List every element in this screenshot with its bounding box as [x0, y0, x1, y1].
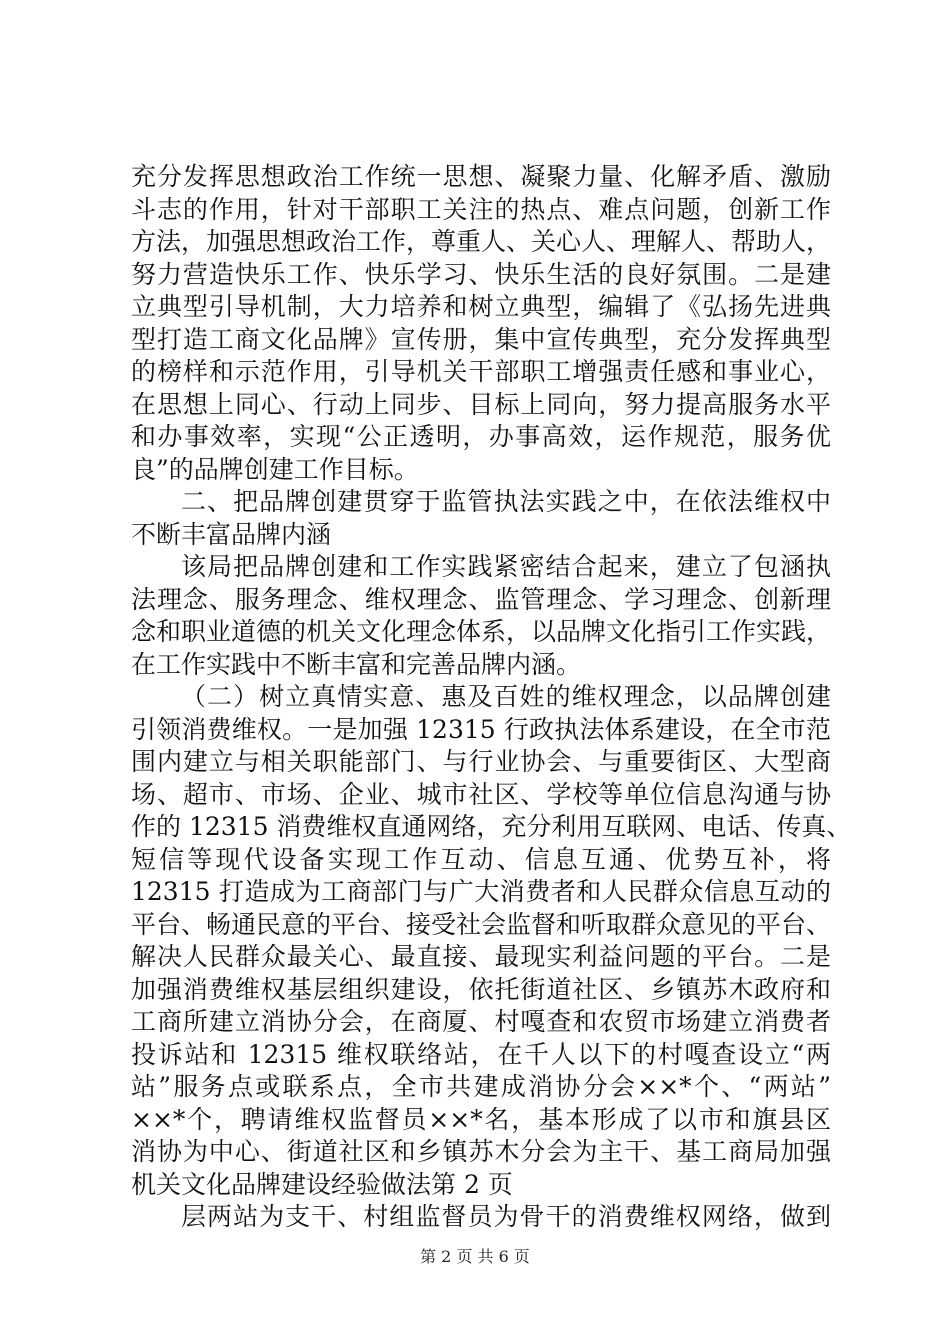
text-line: 机关文化品牌建设经验做法第 2 页: [131, 1169, 513, 1199]
text-line: 的榜样和示范作用，引导机关干部职工增强责任感和事业心，: [131, 357, 831, 386]
text-line: 站”服务点或联系点，全市共建成消协分会××*个、“两站”: [131, 1072, 831, 1101]
text-line: 努力营造快乐工作、快乐学习、快乐生活的良好氛围。二是建: [131, 259, 831, 289]
text-line: 层两站为支干、村组监督员为骨干的消费维权网络，做到: [181, 1202, 831, 1231]
text-line: 在思想上同心、行动上同步、目标上同向，努力提高服务水平: [131, 389, 831, 419]
text-line: 平台、畅通民意的平台、接受社会监督和听取群众意见的平台、: [131, 909, 832, 939]
text-line: 方法，加强思想政治工作，尊重人、关心人、理解人、帮助人，: [131, 227, 832, 256]
text-line: 解决人民群众最关心、最直接、最现实利益问题的平台。二是: [131, 942, 831, 971]
text-line: ××*个，聘请维权监督员××*名，基本形成了以市和旗县区: [131, 1104, 831, 1134]
text-line: 该局把品牌创建和工作实践紧密结合起来，建立了包涵执: [181, 552, 831, 581]
page-number-footer: 第 2 页 共 6 页: [420, 1247, 530, 1266]
text-line: 工商所建立消协分会，在商厦、村嘎查和农贸市场建立消费者: [131, 1007, 831, 1036]
text-line: 充分发挥思想政治工作统一思想、凝聚力量、化解矛盾、激励: [131, 162, 831, 191]
text-line: 投诉站和 12315 维权联络站，在千人以下的村嘎查设立“两: [131, 1039, 831, 1069]
text-line: （二）树立真情实意、惠及百姓的维权理念，以品牌创建: [181, 682, 831, 711]
text-line: 引领消费维权。一是加强 12315 行政执法体系建设，在全市范: [131, 714, 831, 744]
text-line: 围内建立与相关职能部门、与行业协会、与重要街区、大型商: [131, 747, 831, 776]
text-line: 场、超市、市场、企业、城市社区、学校等单位信息沟通与协: [131, 779, 831, 809]
text-line: 在工作实践中不断丰富和完善品牌内涵。: [131, 649, 582, 679]
text-line: 念和职业道德的机关文化理念体系，以品牌文化指引工作实践，: [131, 617, 832, 646]
text-line: 短信等现代设备实现工作互动、信息互通、优势互补，将: [131, 844, 831, 874]
text-line: 加强消费维权基层组织建设，依托街道社区、乡镇苏木政府和: [131, 974, 831, 1004]
text-line: 良”的品牌创建工作目标。: [131, 454, 419, 484]
text-line: 作的 12315 消费维权直通网络，充分利用互联网、电话、传真、: [131, 812, 852, 841]
text-line: 和办事效率，实现“公正透明，办事高效，运作规范，服务优: [131, 422, 831, 451]
text-line: 型打造工商文化品牌》宣传册，集中宣传典型，充分发挥典型: [131, 324, 831, 354]
text-line: 斗志的作用，针对干部职工关注的热点、难点问题，创新工作: [131, 194, 831, 224]
text-line: 法理念、服务理念、维权理念、监管理念、学习理念、创新理: [131, 584, 831, 614]
text-line: 立典型引导机制，大力培养和树立典型，编辑了《弘扬先进典: [131, 292, 831, 321]
section-heading-line: 不断丰富品牌内涵: [131, 519, 332, 549]
document-body: [131, 161, 852, 1234]
text-line: 消协为中心、街道社区和乡镇苏木分会为主干、基工商局加强: [131, 1137, 831, 1166]
section-heading-line: 二、把品牌创建贯穿于监管执法实践之中，在依法维权中: [181, 487, 831, 516]
text-line: 12315 打造成为工商部门与广大消费者和人民群众信息互动的: [131, 877, 831, 906]
